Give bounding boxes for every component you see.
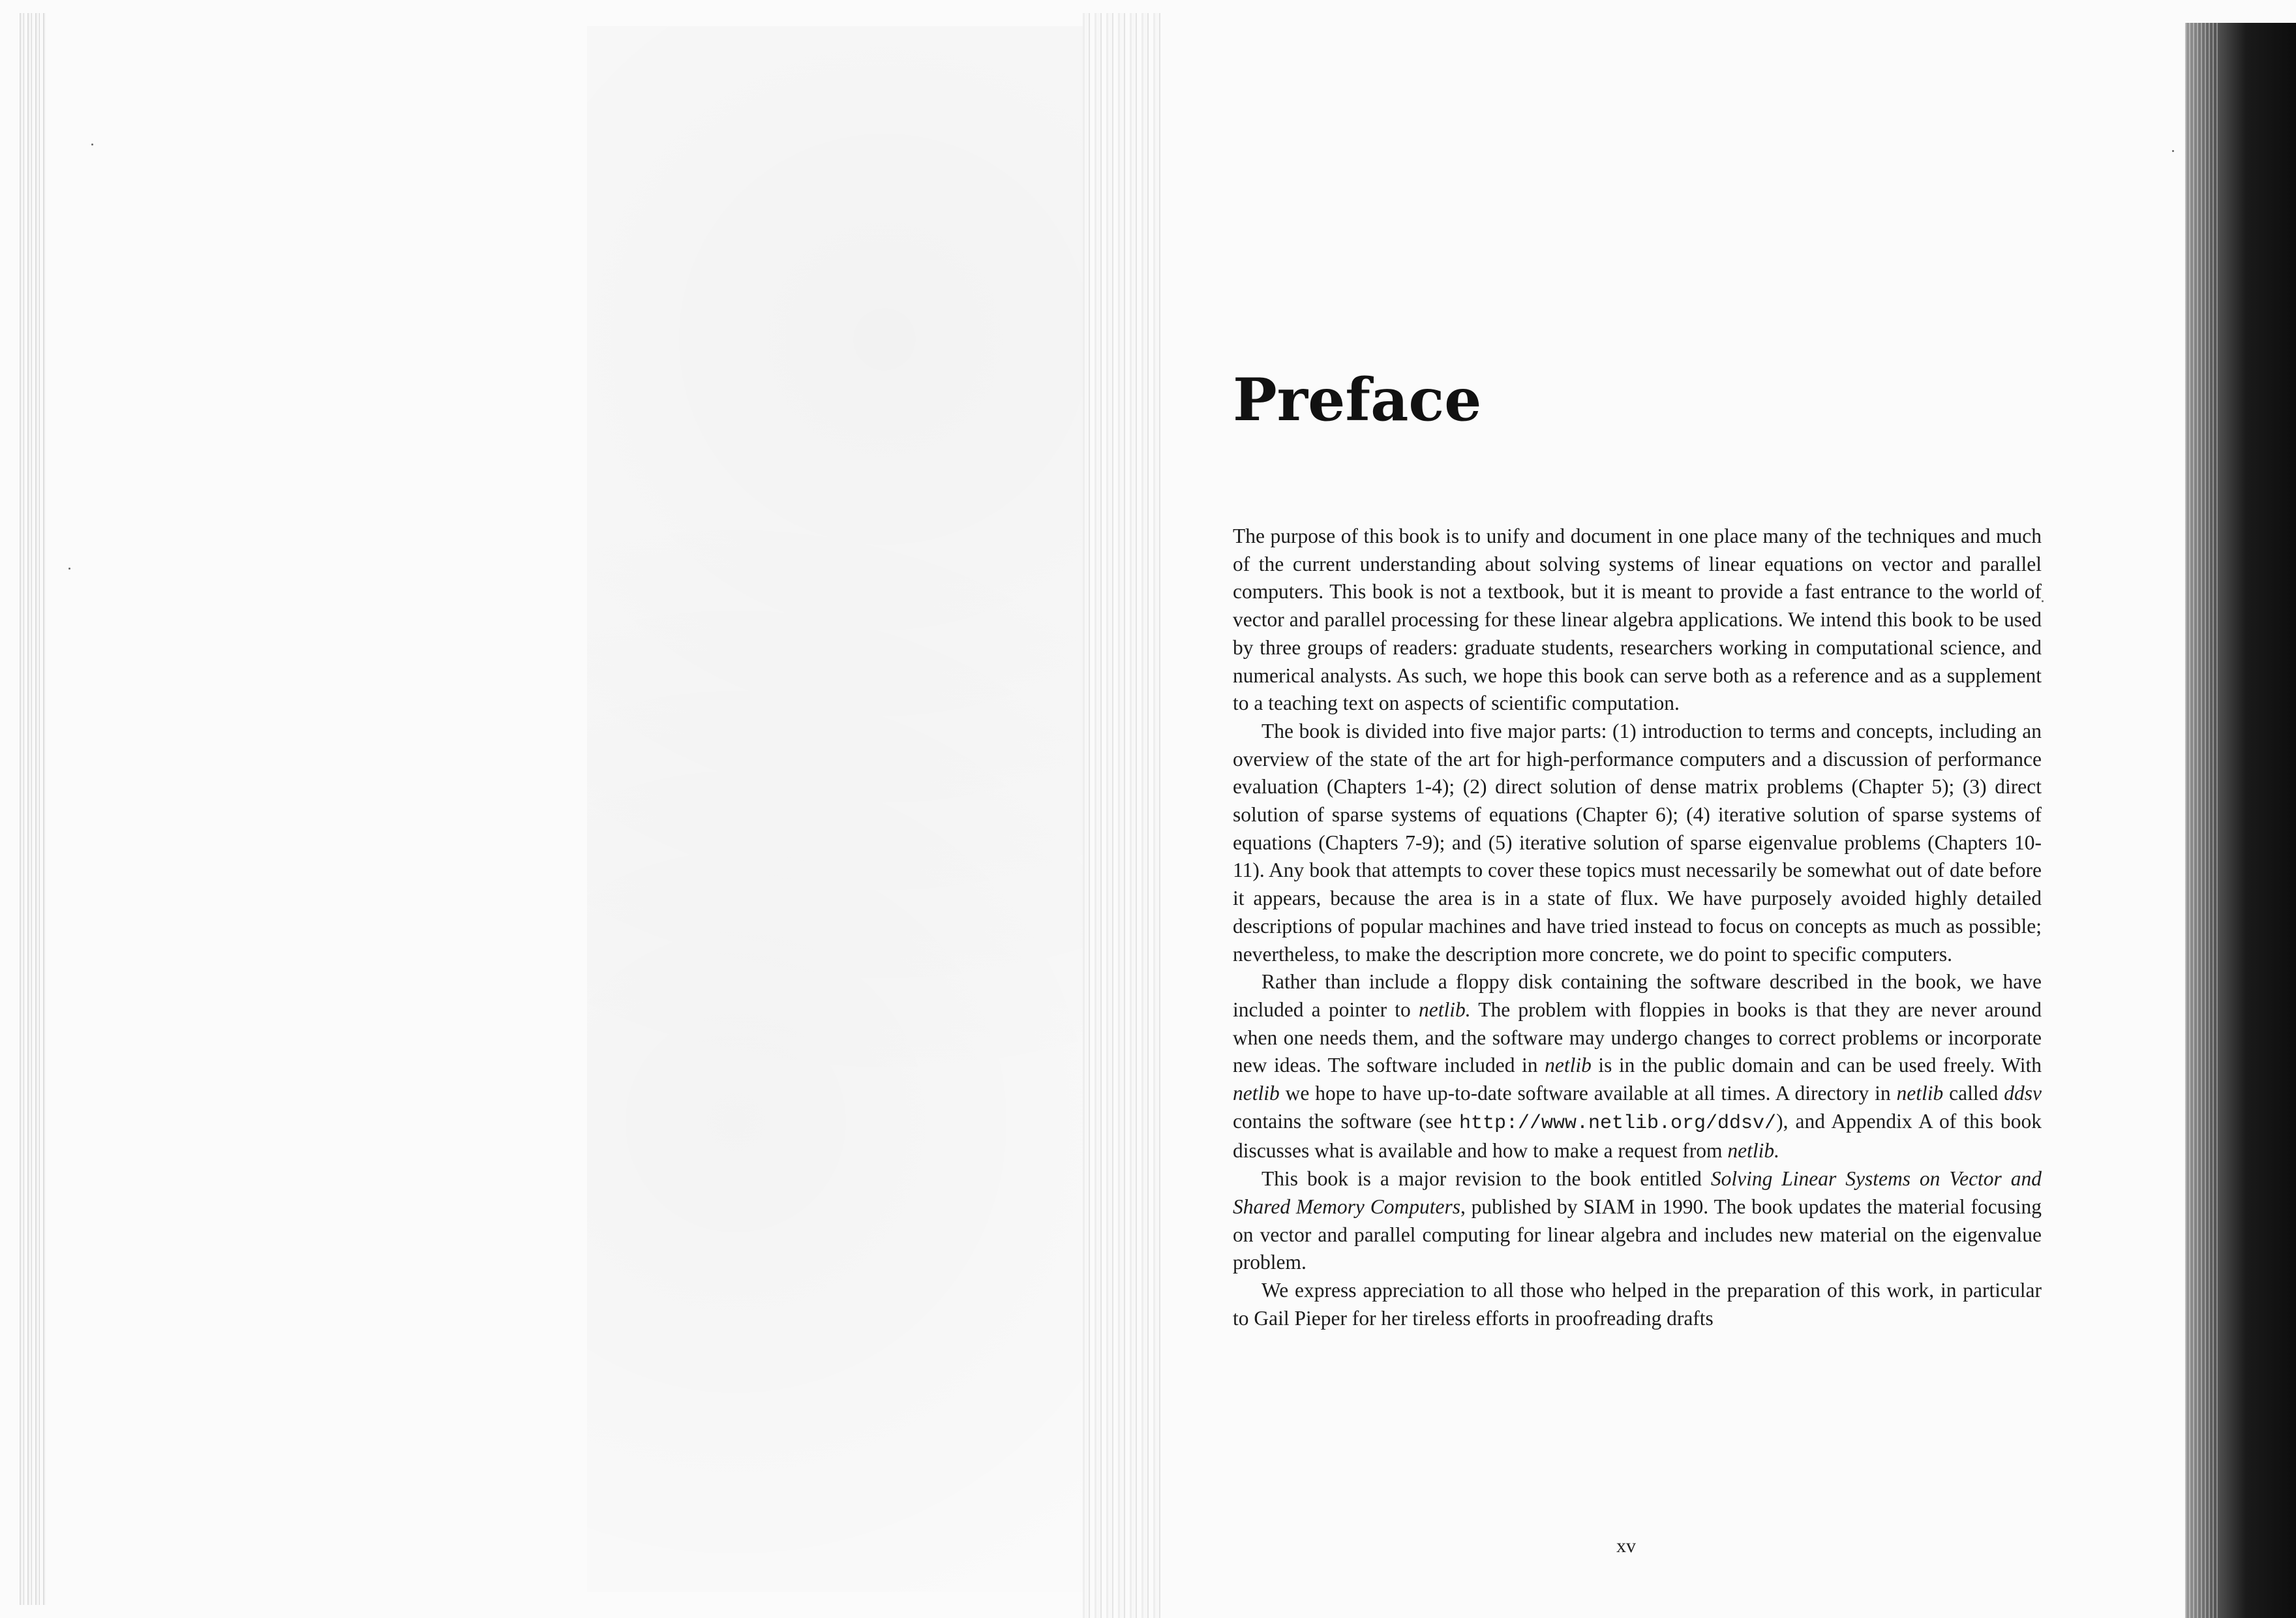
url-text: http://www.netlib.org/ddsv/ — [1458, 1112, 1777, 1135]
italic-text: netlib — [1545, 1054, 1592, 1077]
italic-text: netlib. — [1418, 998, 1471, 1021]
scan-speck — [91, 144, 93, 145]
preface-paragraph — [1233, 968, 2042, 1165]
italic-text: Solving Linear Systems on Vector and Shared Memory Computers — [1233, 1167, 2042, 1218]
page-number: xv — [1616, 1535, 1636, 1557]
italic-text: netlib — [1896, 1082, 1944, 1105]
preface-paragraph — [1233, 1165, 2042, 1277]
scan-speck — [2172, 150, 2174, 152]
italic-text: ddsv — [2004, 1082, 2042, 1105]
book-gutter — [1083, 13, 1161, 1618]
paragraph-text: ), and Appendix A of this book discusses what is available and how to make a request from — [1233, 1109, 2042, 1163]
paragraph-text: This book is a major revision to the book entitled — [1261, 1167, 1711, 1191]
paragraph-text: we hope to have up-to-date software available at all times. A directory in — [1279, 1082, 1897, 1105]
paragraph-text: The book is divided into five major parts: (1) introduction to terms and concepts, including an overview of the state of the art for high-performance computers and a discussion of performance evaluation (Chapters 1-4); (2) direct solution of dense matrix problems (Chapter 5); (3) direct solution of sparse systems of equations (Chapter 6); (4) iterative solution of sparse systems of equations (Chapters 7-9); and (5) iterative solution of sparse eigenvalue problems (Chapters 10-11). Any book that attempts to cover these topics must necessarily be somewhat out of date before it appears, because the area is in a state of flux. We have purposely avoided highly detailed descriptions of popular machines and have tried instead to focus on concepts as much as possible; nevertheless, to make the description more concrete, we do point to specific computers. — [1233, 719, 2042, 966]
preface-paragraph — [1233, 1277, 2042, 1332]
paragraph-text: is in the public domain and can be used freely. With — [1591, 1054, 2042, 1077]
paragraph-text: contains the software (see — [1233, 1109, 1459, 1133]
paragraph-text: The problem with floppies in books is that they are never around when one needs them, and the software may undergo changes to correct problems or incorporate new ideas. The software included in — [1233, 998, 2042, 1077]
paragraph-text: , published by SIAM in 1990. The book updates the material focusing on vector and parallel computing for linear algebra and includes new material on the eigenvalue problem. — [1233, 1195, 2042, 1274]
preface-paragraph — [1233, 718, 2042, 968]
italic-text: netlib. — [1727, 1139, 1780, 1163]
scan-speck — [68, 568, 70, 570]
paragraph-text: Rather than include a floppy disk containing the software described in the book, we have included a pointer to — [1233, 970, 2042, 1021]
preface-paragraph — [1233, 523, 2042, 718]
left-page-edge — [20, 13, 46, 1605]
preface-body — [1233, 523, 2042, 1332]
italic-text: netlib — [1233, 1082, 1280, 1105]
page-title: Preface — [1233, 365, 1482, 435]
paragraph-text: We express appreciation to all those who helped in the preparation of this work, in particular to Gail Pieper for her tireless efforts in proofreading drafts — [1233, 1278, 2042, 1330]
right-edge-stripes — [2185, 23, 2218, 1618]
paragraph-text: called — [1943, 1082, 2004, 1105]
preface-page — [1233, 365, 2042, 1332]
left-page-blank — [587, 26, 1083, 1592]
scan-speck — [2042, 600, 2044, 602]
paragraph-text: The purpose of this book is to unify and document in one place many of the techniques and much of the current understanding about solving systems of linear equations on vector and parallel computers. This book is not a textbook, but it is meant to provide a fast entrance to the world of vector and parallel processing for these linear algebra applications. We intend this book to be used by three groups of readers: graduate students, researchers working in computational science, and numerical analysts. As such, we hope this book can serve both as a reference and as a supplement to a teaching text on aspects of scientific computation. — [1233, 525, 2042, 715]
